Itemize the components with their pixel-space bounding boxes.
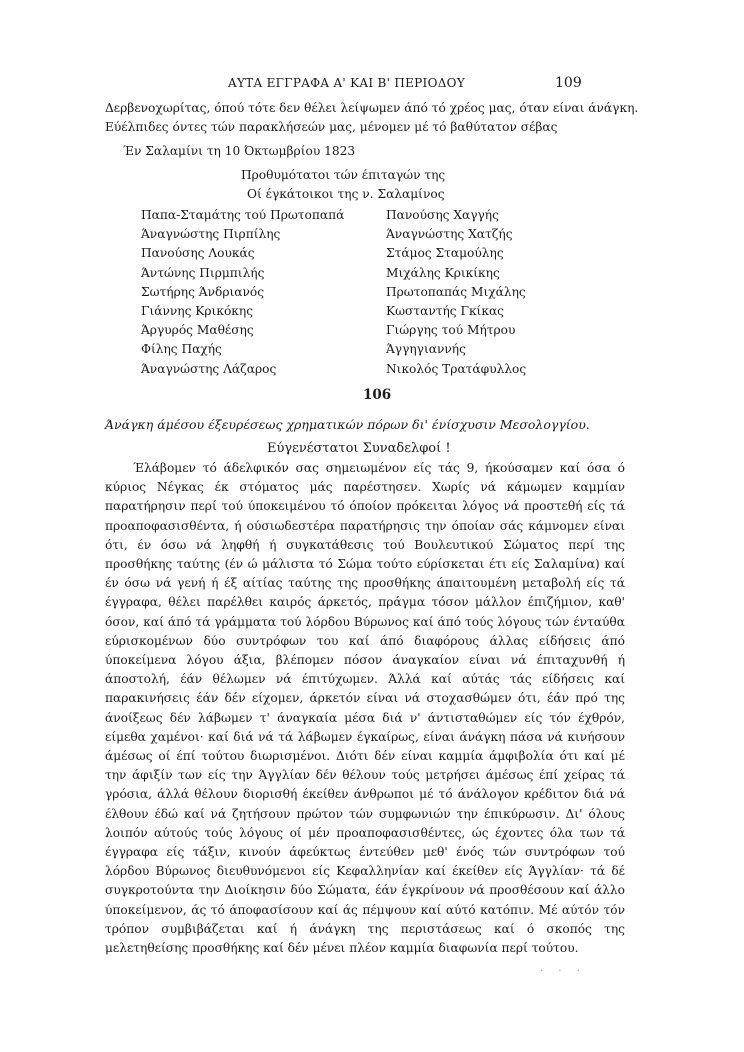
- prev-doc-line-1: Δερβενοχωρίτας, όπού τότε δεν θέλει λείψωμεν άπό τό χρέος μας, όταν είναι άνάγκη.: [105, 101, 639, 115]
- signatory: Νικολός Τρατάφυλλος: [386, 361, 527, 376]
- prev-doc-line-2: Εύέλπιδες όντες τών παρακλήσεών μας, μένομεν μέ τό βαθύτατον σέβας: [105, 120, 558, 134]
- signatory: Άγγηγιαννής: [386, 342, 466, 357]
- scan-specks: · · ·: [540, 966, 586, 977]
- signatory: Πρωτοπαπάς Μιχάλης: [386, 284, 526, 299]
- signatory: Άργυρός Μαθέσης: [141, 323, 254, 338]
- closing-line-2: Οί έγκάτοικοι της ν. Σαλαμίνος: [247, 187, 445, 201]
- closing-line-1: Προθυμότατοι τών έπιταγών της: [241, 168, 446, 182]
- signatory: Άναγνώστης Χατζής: [386, 227, 513, 242]
- signatories-right: [386, 206, 526, 379]
- signatory: Γιώργης τού Μήτρου: [386, 323, 516, 338]
- body-paragraph: Έλάβομεν τό άδελφικόν σας σημειωμένον είς τάς 9, ήκούσαμεν καί όσα ό κύριος Νέγκας έκ στόματος μάς παρέστησεν. Χωρίς νά κάμωμεν καμμίαν παρατήρησιν περί τού ύποκειμένου τό όποίον πρόκειται λόγος νά προστεθή είς τά προαποφασισθέντα, ή ούσιωδεστέρα παρατήρησις την όποίαν σάς κάμνομεν είναι ότι, έν όσω νά ληφθή ή συγκατάθεσις τού Βουλευτικού Σώματος περί της προσθήκης ταύτης (έν ώ μάλιστα τό Σώμα τούτο εύρίσκεται έτι είς Σαλαμίνα) καί έν όσω νά γενή ή έξ αίτίας ταύτης της προσθήκης άπαιτουμένη μεταβολή είς τά έγγραφα, θέλει παρέλθει καιρός άρκετός, πράγμα τόσον μάλλον έπιζήμιον, καθ' όσον, καί άπό τά γράμματα τού λόρδου Βύρωνος καί άπό τούς λόγους τών ένταύθα εύρισκομένων δύο συντρόφων του καί άπό διαφόρους άλλας είδήσεις άπό ύποκείμενα λόγου άξια, βλέπομεν πόσον άναγκαίον είναι νά έπιταχυνθή ή άποστολή, έάν θέλωμεν νά έπιτύχωμεν. Άλλά καί αύτάς τάς είδήσεις καί παρακινήσεις έάν δέν είχομεν, άρκετόν είναι νά στοχασθώμεν ότι, έάν πρό της άνοίξεως δέν λάβωμεν τ' άναγκαία μέσα διά ν' άντισταθώμεν είς τόν έχθρόν, είμεθα χαμένοι· καί διά νά τά λάβωμεν έγκαίρως, είναι άνάγκη πάσα νά κινήσουν άμέσως οί έπί τούτου διωρισμένοι. Διότι δέν είναι καμμία άμφιβολία ότι καί μέ την άφιξίν των είς την Άγγλίαν δέν θέλουν τούς μετρήσει άμέσως έπί χείρας τά γρόσια, άλλά θέλουν διορισθή έκείθεν άνθρωποι μέ τό άνάλογον κρέδιτον διά νά έλθουν έδώ καί νά ζητήσουν πρώτον τών συμφωνιών την έπικύρωσιν. Δι' όλους λοιπόν αύτούς τούς λόγους οί μέν προαποφασισθέντες, ώς έχοντες όλα των τά έγγραφα είς τάξιν, κινούν άφεύκτως έντεύθεν μεθ' ένός τών συντρόφων τού λόρδου Βύρωνος διευθυνόμενοι είς Κεφαλληνίαν καί έκείθεν είς Άγγλίαν· τά δέ συγκροτούντα την Διοίκησιν δύο Σώματα, έάν έγκρίνουν νά προσθέσουν καί άλλο ύποκείμενον, άς τό άποφασίσουν καί άς πέμψουν καί αύτό κατόπιν. Μέ αύτόν τόν τρόπον συμβιβάζεται καί ή άνάγκη της περιστάσεως καί ό σκοπός της μελετηθείσης προσθήκης καί δέν μένει πλέον καμμία διαφωνία περί τούτου.: [105, 461, 625, 956]
- signatory: Άναγνώστης Πιρπίλης: [141, 227, 281, 242]
- signatory: Άναγνώστης Λάζαρος: [141, 361, 277, 376]
- signatory: Μιχάλης Κρικίκης: [386, 265, 500, 280]
- signatory: Άντώνης Πιρμπιλής: [141, 265, 265, 280]
- signatory: Στάμος Σταμούλης: [386, 246, 504, 261]
- signatory: Παπα-Σταμάτης τού Πρωτοπαπά: [141, 208, 345, 222]
- signatory: Σωτήρης Άνδριανός: [141, 284, 265, 299]
- running-head: ΑΥΤΑ ΕΓΓΡΑΦΑ Α' ΚΑΙ Β' ΠΕΡΙΟΔΟΥ: [228, 76, 466, 90]
- document-number: 106: [363, 387, 392, 403]
- document-body: [105, 459, 625, 958]
- page-number: 109: [555, 75, 582, 91]
- signatory: Πανούσης Χαγγής: [386, 208, 499, 222]
- signatory: Γιάννης Κρικόκης: [141, 303, 254, 318]
- signatories-left: [141, 206, 344, 379]
- signatory: Κωσταντής Γκίκας: [386, 303, 505, 318]
- salutation: Εύγενέστατοι Συναδελφοί !: [267, 441, 451, 456]
- document-title: Άνάγκη άμέσου έξευρέσεως χρηματικών πόρων δι' ένίσχυσιν Μεσολογγίου.: [105, 417, 590, 432]
- signatory: Πανούσης Λουκάς: [141, 246, 255, 261]
- place-date: Έν Σαλαμίνι τη 10 Όκτωμβρίου 1823: [123, 144, 356, 158]
- signatory: Φίλης Παχής: [141, 342, 222, 357]
